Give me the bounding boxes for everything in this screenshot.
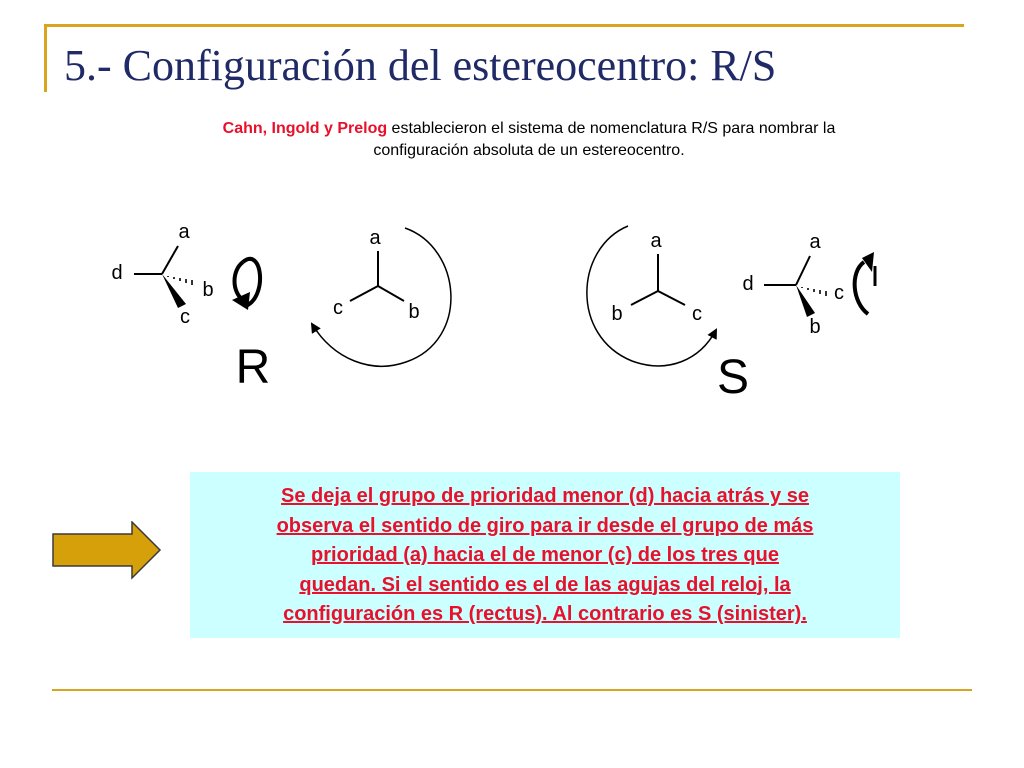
r-projection	[312, 227, 451, 366]
s-rotation-icon	[855, 252, 875, 314]
s-wedge-structure	[742, 231, 844, 338]
rule-explanation-box	[190, 472, 900, 638]
r-projection-label-b: b	[408, 301, 420, 323]
r-bond-a	[162, 246, 178, 274]
s-projection	[587, 226, 716, 366]
s-bond-b-wedge	[796, 285, 815, 317]
r-wedge-label-b: b	[202, 279, 214, 301]
r-wedge-structure	[111, 221, 213, 328]
s-wedge-label-b: b	[809, 316, 821, 338]
s-bond-a	[796, 256, 810, 285]
r-bond-b-hashed	[168, 276, 192, 285]
r-projection-label-a: a	[369, 227, 381, 249]
s-config-letter: S	[716, 351, 750, 404]
callout-arrow-icon	[52, 521, 162, 581]
intro-authors: Cahn, Ingold y Prelog	[222, 120, 388, 137]
s-wedge-label-a: a	[809, 231, 821, 253]
r-wedge-label-a: a	[178, 221, 190, 243]
r-config-letter: R	[235, 341, 271, 394]
s-wedge-label-c: c	[834, 282, 844, 304]
slide-title: 5.- Configuración del estereocentro: R/S	[64, 41, 777, 90]
s-wedge-label-d: d	[742, 273, 754, 295]
r-wedge-label-c: c	[180, 306, 190, 328]
r-projection-label-c: c	[333, 297, 343, 319]
s-projection-label-c: c	[692, 303, 702, 325]
rule-explanation-text: Se deja el grupo de prioridad menor (d) hacia atrás y se observa el sentido de giro para ir desde el grupo de más prioridad (a) hacia el de menor (c) de los tres que quedan. Si el sentido es el de las agujas del reloj, la configuración es R (rectus). Al contrario es S (sinister).	[276, 485, 814, 625]
r-wedge-label-d: d	[111, 262, 123, 284]
r-bond-c-wedge	[162, 274, 186, 308]
s-projection-label-b: b	[611, 303, 623, 325]
r-rotation-icon	[232, 259, 260, 310]
intro-rest: establecieron el sistema de nomenclatura R/S para nombrar la configuración absoluta de un estereocentro.	[373, 120, 836, 159]
s-bond-c-hashed	[802, 287, 826, 296]
s-projection-label-a: a	[650, 230, 662, 252]
footer-rule	[52, 689, 972, 691]
